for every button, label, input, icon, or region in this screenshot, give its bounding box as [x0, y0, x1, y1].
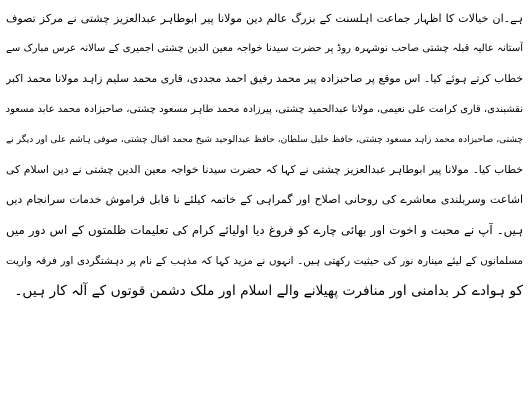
article-line-2: آستانہ عالیہ قبلہ چشتی صاحب نوشہرہ روڈ پر حضرت سیدنا خواجہ معین الدین چشتی اجمیری کے سالانہ عرس مبارک سے	[6, 43, 523, 55]
article-line-4: نقشبندی، قاری کرامت علی نعیمی، مولانا عبدالحمید چشتی، پیرزادہ محمد طاہر مسعود چشتی، صاحبزادہ محمد عابد مسعود	[6, 103, 523, 115]
article-line-10: کو ہوادے کر بدامنی اور منافرت پھیلانے والے اسلام اور ملک دشمن قوتوں کے آلہ کار ہیں۔	[14, 282, 523, 299]
article-line-5: چشتی، صاحبزادہ محمد زاہد مسعود چشتی، حافظ خلیل سلطان، حافظ عبدالوحید شیخ محمد اقبال چشتی، صوفی ہاشم علی اور دیگر نے	[6, 134, 523, 145]
article-line-1: ہے۔ان خیالات کا اظہار جماعت اہلسنت کے بزرگ عالم دین مولانا پیر ابوطاہر عبدالعزیز چشتی نے مرکز تصوف	[6, 12, 523, 25]
article-line-9: مسلمانوں کے لیئے مینارہ نور کی حیثیت رکھتی ہیں۔ انہوں نے مزید کہا کہ مذہب کے نام پر دہشتگردی اور فرقہ واریت	[6, 254, 523, 267]
urdu-article-body	[6, 4, 523, 306]
article-line-6: خطاب کیا۔ مولانا پیر ابوطاہر عبدالعزیز چشتی نے کہا کہ حضرت سیدنا خواجہ معین الدین چشتی نے دین اسلام کی	[6, 162, 523, 176]
article-line-3: خطاب کرتے ہوئے کیا۔ اس موقع پر صاحبزادہ پیر محمد رفیق احمد مجددی، قاری محمد سلیم زاہد مولانا محمد اکبر	[6, 72, 523, 86]
article-line-8: ہیں۔ آپ نے محبت و اخوت اور بھائی چارے کو فروغ دیا اولیائے کرام کی تعلیمات ظلمتوں کے اس دور میں	[6, 223, 523, 238]
article-line-7: اشاعت وسربلندی معاشرے کی روحانی اصلاح اور گمراہی کے خاتمہ کیلئے نا قابل فراموش خدمات سرانجام دیں	[6, 193, 523, 207]
